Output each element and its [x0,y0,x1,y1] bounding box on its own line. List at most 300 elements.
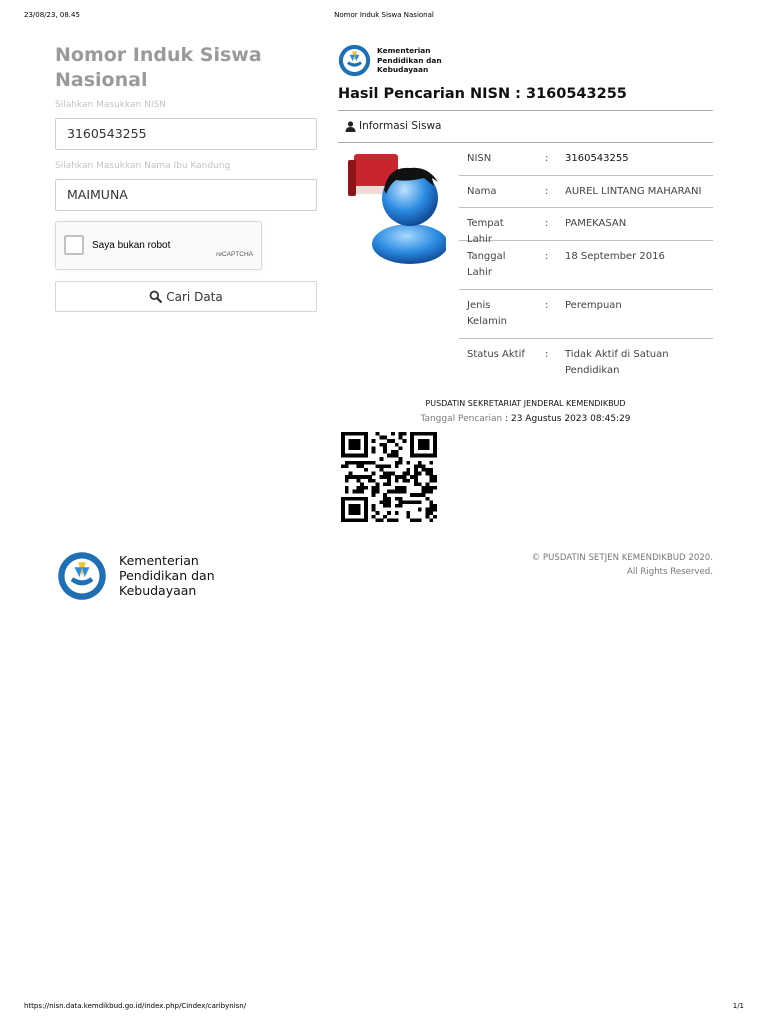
qr-module [429,472,433,476]
qr-module [429,468,433,472]
heading-divider [338,110,713,111]
qr-module [414,464,418,468]
qr-module [402,475,406,479]
row-value: Perempuan [565,300,622,311]
qr-module [379,468,383,472]
qr-module [383,436,387,440]
table-row [459,208,713,245]
ministry-line-1: Kementerian [377,46,431,55]
qr-module [433,446,437,450]
qr-module [353,490,357,494]
qr-module [368,461,372,465]
student-avatar-icon [346,152,446,264]
qr-module [414,493,418,497]
qr-module [349,446,353,450]
qr-module [364,461,368,465]
qr-module [410,450,414,454]
qr-module [360,475,364,479]
qr-module [376,464,380,468]
qr-module [383,482,387,486]
qr-module [395,511,399,515]
qr-module [341,454,345,458]
qr-module [349,461,353,465]
qr-module [341,500,345,504]
qr-module [387,464,391,468]
recaptcha-checkbox[interactable] [64,235,84,255]
qr-module [345,479,349,483]
qr-module [341,508,345,512]
qr-module [433,479,437,483]
table-row [459,176,713,208]
row-value: AUREL LINTANG MAHARANI [565,186,702,197]
qr-module [433,475,437,479]
qr-module [360,497,364,501]
qr-module [356,446,360,450]
search-date-value: : 23 Agustus 2023 08:45:29 [505,414,631,424]
qr-module [364,500,368,504]
qr-module [376,432,380,436]
row-label: Jenis Kelamin [467,300,507,327]
qr-module [399,457,403,461]
qr-module [395,504,399,508]
qr-module [349,508,353,512]
qr-module [395,475,399,479]
qr-module [345,475,349,479]
qr-module [349,518,353,522]
qr-module [425,446,429,450]
row-colon: : [545,251,549,262]
qr-module [353,497,357,501]
qr-module [395,461,399,465]
qr-module [433,454,437,458]
qr-module [391,450,395,454]
print-url: https://nisn.data.kemdikbud.go.id/index.php/Cindex/caribynisn/ [24,1002,247,1010]
qr-module [399,432,403,436]
qr-module [418,500,422,504]
qr-module [425,511,429,515]
qr-module [422,454,426,458]
qr-module [429,504,433,508]
qr-module [399,436,403,440]
mother-name-hint: Silahkan Masukkan Nama Ibu Kandung [55,161,231,171]
qr-module [425,468,429,472]
qr-module [387,439,391,443]
qr-module [372,515,376,519]
qr-module [414,468,418,472]
qr-module [341,446,345,450]
qr-module [402,472,406,476]
qr-module [364,515,368,519]
nisn-hint: Silahkan Masukkan NISN [55,100,166,110]
qr-module [360,518,364,522]
search-button[interactable] [55,281,317,312]
qr-module [410,443,414,447]
qr-module [391,454,395,458]
ministry-line-1: Kementerian [119,553,199,568]
qr-module [372,504,376,508]
qr-module [414,454,418,458]
qr-module [356,508,360,512]
recaptcha-brand: reCAPTCHA [216,251,253,258]
qr-module [425,454,429,458]
qr-module [372,472,376,476]
qr-module [364,450,368,454]
row-label: Nama [467,186,497,197]
qr-module [399,446,403,450]
qr-module [356,511,360,515]
row-label: Tanggal Lahir [467,251,506,278]
qr-module [376,511,380,515]
qr-module [372,493,376,497]
qr-module [345,486,349,490]
qr-module [379,443,383,447]
rights-line: All Rights Reserved. [627,567,713,577]
qr-module [364,432,368,436]
qr-module [429,511,433,515]
row-label: Status Aktif [467,349,525,360]
qr-module [387,454,391,458]
qr-module [372,479,376,483]
qr-module [349,439,353,443]
qr-module [425,515,429,519]
qr-module [376,486,380,490]
qr-module [414,482,418,486]
qr-module [387,490,391,494]
qr-module [433,486,437,490]
qr-module [356,479,360,483]
qr-module [399,475,403,479]
row-colon: : [545,349,549,360]
student-info-table [459,143,713,385]
qr-module [360,482,364,486]
qr-module [356,504,360,508]
qr-module [406,500,410,504]
qr-module [383,472,387,476]
qr-module [425,490,429,494]
qr-module [395,454,399,458]
qr-module [414,472,418,476]
qr-module [429,479,433,483]
qr-module [349,511,353,515]
search-date-label: Tanggal Pencarian [420,414,503,424]
qr-module [425,432,429,436]
ministry-line-2: Pendidikan dan [119,568,215,583]
row-label: NISN [467,153,492,164]
qr-module [353,475,357,479]
qr-module [406,511,410,515]
qr-module [429,461,433,465]
qr-module [387,475,391,479]
qr-module [410,436,414,440]
table-row [459,339,713,385]
qr-module [422,439,426,443]
qr-module [356,443,360,447]
qr-module [345,432,349,436]
qr-module [364,439,368,443]
qr-module [433,508,437,512]
qr-module [341,450,345,454]
qr-module [425,443,429,447]
qr-module [360,432,364,436]
qr-module [356,518,360,522]
qr-module [418,454,422,458]
user-icon [345,121,356,132]
qr-module [406,479,410,483]
qr-module [349,497,353,501]
qr-module [387,472,391,476]
row-colon: : [545,186,549,197]
qr-module [395,464,399,468]
row-value: 3160543255 [565,153,629,164]
qr-module [422,443,426,447]
qr-module [383,450,387,454]
print-document-title: Nomor Induk Siswa Nasional [334,11,434,19]
qr-module [418,493,422,497]
qr-module [425,486,429,490]
qr-module [341,518,345,522]
qr-module [418,508,422,512]
qr-module [399,461,403,465]
qr-module [387,511,391,515]
qr-module [422,468,426,472]
qr-module [410,446,414,450]
qr-module [410,493,414,497]
qr-module [345,464,349,468]
qr-module [372,439,376,443]
qr-module [372,450,376,454]
qr-module [372,490,376,494]
qr-module [429,486,433,490]
qr-module [349,443,353,447]
qr-module [429,454,433,458]
issuer-name: PUSDATIN SEKRETARIAT JENDERAL KEMENDIKBUD [425,399,626,408]
qr-module [368,475,372,479]
nisn-input[interactable]: 3160543255 [55,118,317,150]
qr-module [364,486,368,490]
qr-module [410,500,414,504]
qr-module [425,508,429,512]
qr-module [402,439,406,443]
qr-module [353,518,357,522]
qr-module [345,461,349,465]
qr-module [353,446,357,450]
qr-module [379,518,383,522]
page-title: Nomor Induk Siswa Nasional [55,44,262,91]
qr-module [391,472,395,476]
copyright-line: © PUSDATIN SETJEN KEMENDIKBUD 2020. [531,553,713,563]
row-label: Tempat Lahir [467,218,504,245]
qr-module [360,490,364,494]
qr-module [341,432,345,436]
qr-module [414,500,418,504]
qr-module [406,461,410,465]
qr-module [364,475,368,479]
row-value: Tidak Aktif di Satuan Pendidikan [565,349,669,376]
qr-module [364,497,368,501]
ministry-line-3: Kebudayaan [377,65,429,75]
qr-module [433,515,437,519]
qr-module [418,443,422,447]
qr-module [349,454,353,458]
qr-module [360,486,364,490]
qr-module [387,497,391,501]
qr-module [414,475,418,479]
qr-module [372,461,376,465]
qr-module [422,464,426,468]
qr-module [356,490,360,494]
qr-module [387,518,391,522]
qr-module [425,497,429,501]
qr-module [353,508,357,512]
qr-module [425,439,429,443]
qr-module [372,508,376,512]
qr-module [387,504,391,508]
qr-module [422,493,426,497]
qr-module [395,490,399,494]
print-page-number: 1/1 [732,1002,744,1010]
qr-module [410,518,414,522]
qr-module [360,464,364,468]
qr-module [410,454,414,458]
table-row [459,143,713,176]
qr-module [418,518,422,522]
qr-module [402,486,406,490]
qr-module [410,475,414,479]
qr-module [364,443,368,447]
qr-module [395,486,399,490]
qr-module [422,446,426,450]
qr-module [379,464,383,468]
qr-module [364,518,368,522]
qr-module [353,504,357,508]
qr-module [387,482,391,486]
qr-module [391,490,395,494]
qr-module [360,461,364,465]
qr-module [345,518,349,522]
qr-module [353,511,357,515]
qr-module [345,490,349,494]
qr-module [418,482,422,486]
qr-module [349,432,353,436]
qr-module [360,454,364,458]
qr-module [399,497,403,501]
qr-module [429,432,433,436]
table-row [459,290,713,339]
qr-module [399,490,403,494]
qr-module [364,504,368,508]
qr-module [387,500,391,504]
row-value: 18 September 2016 [565,251,665,262]
qr-module [353,443,357,447]
qr-module [395,479,399,483]
qr-module [406,472,410,476]
section-student-info-label: Informasi Siswa [359,120,442,132]
qr-module [383,446,387,450]
qr-module [383,497,387,501]
qr-module [418,464,422,468]
qr-module [433,504,437,508]
row-colon: : [545,300,549,311]
print-datetime: 23/08/23, 08.45 [24,11,80,19]
qr-module [433,436,437,440]
qr-module [406,468,410,472]
qr-module [356,475,360,479]
qr-module [418,432,422,436]
qr-module [353,461,357,465]
qr-module [395,450,399,454]
qr-module [395,497,399,501]
qr-module [372,486,376,490]
qr-module [418,439,422,443]
qr-module [364,454,368,458]
qr-module [387,479,391,483]
qr-module [395,443,399,447]
table-row [459,241,713,290]
qr-module [383,464,387,468]
ministry-name-small [377,46,442,75]
qr-module [379,436,383,440]
qr-module [364,436,368,440]
mother-name-input[interactable]: MAIMUNA [55,179,317,211]
kemdikbud-logo [338,44,371,77]
qr-module [353,439,357,443]
qr-module [356,497,360,501]
qr-module [429,518,433,522]
qr-module [422,490,426,494]
qr-module [429,508,433,512]
qr-module [402,490,406,494]
result-heading: Hasil Pencarian NISN : 3160543255 [338,86,627,102]
qr-module [414,518,418,522]
qr-module [356,461,360,465]
qr-module [383,493,387,497]
ministry-line-2: Pendidikan dan [377,55,442,65]
qr-module [349,504,353,508]
qr-module [418,446,422,450]
qr-module [399,486,403,490]
qr-module [399,500,403,504]
search-icon [149,290,162,303]
row-colon: : [545,218,549,229]
qr-module [418,461,422,465]
row-colon: : [545,153,549,164]
qr-module [345,497,349,501]
ministry-line-3: Kebudayaan [119,583,197,598]
qr-module [402,500,406,504]
qr-module [422,486,426,490]
qr-module [353,454,357,458]
qr-module [341,511,345,515]
qr-module [379,457,383,461]
qr-module [414,479,418,483]
qr-module [433,439,437,443]
qr-module [383,500,387,504]
copyright [532,551,713,579]
qr-code [341,432,437,522]
ministry-name-footer [119,553,215,598]
qr-module [341,439,345,443]
qr-module [376,518,380,522]
qr-module [372,446,376,450]
qr-module [379,475,383,479]
kemdikbud-logo-footer [57,551,107,601]
qr-module [368,479,372,483]
qr-module [433,432,437,436]
row-value: PAMEKASAN [565,218,627,229]
qr-module [391,439,395,443]
section-student-info [345,120,441,132]
qr-module [349,472,353,476]
